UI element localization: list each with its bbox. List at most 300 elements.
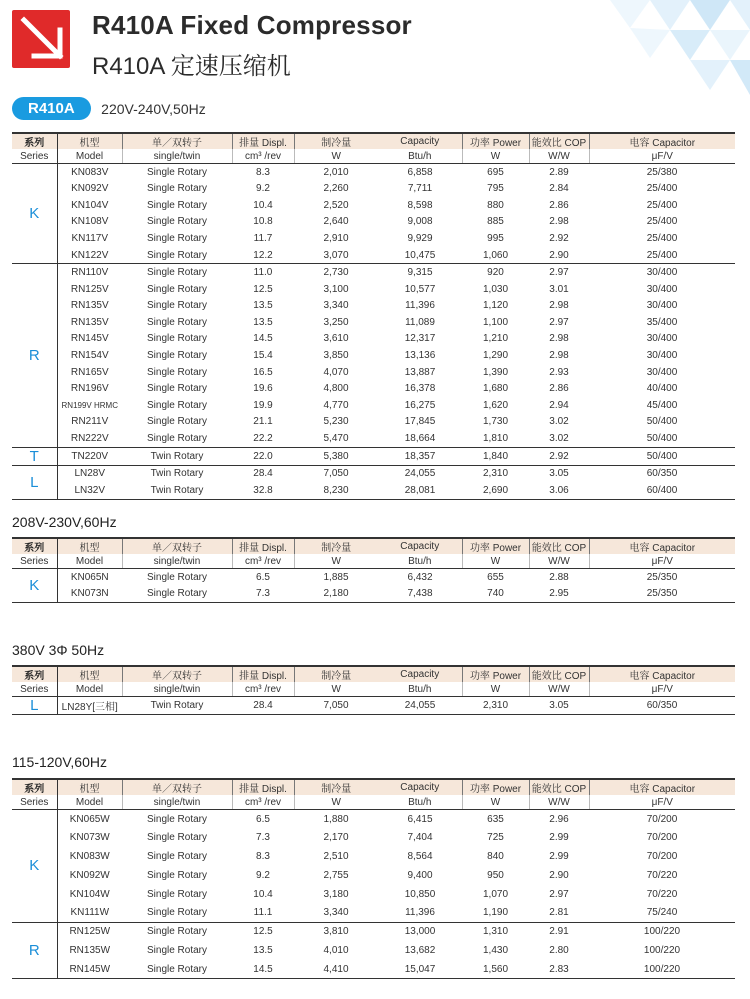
capacitor-unit-cell: μF/V [589,554,735,569]
capacity-btu-cell: 13,000 [404,926,436,938]
table-row [12,247,735,264]
cop-cell: 2.99 [549,832,569,844]
type-cell: Single Rotary [122,586,232,603]
series-label: K [12,164,57,264]
power-cell: 840 [487,850,504,862]
displacement-unit-cell: cm³ /rev [232,554,294,569]
model-cell: LN32V [57,482,122,499]
capacity-btu-cell: 6,858 [407,166,433,178]
cop-cell: 2.93 [549,366,569,378]
displacement-cell: 10.8 [253,216,273,228]
cop-cell: 2.94 [549,399,569,411]
capacitor-cell: 60/350 [589,697,735,715]
capacitor-header-cell: 电容 Capacitor [589,133,735,149]
table-row [12,214,735,231]
cop-cell: 3.02 [549,416,569,428]
cop-cell: 2.88 [549,571,569,583]
table-row [12,847,735,866]
decorative-triangles-graphic [490,0,750,110]
displacement-cell: 21.1 [253,416,273,428]
displacement-cell: 12.5 [253,926,273,938]
cooling-w-cell: 5,380 [294,447,378,465]
cop-cell: 2.97 [549,316,569,328]
capacity-btu-cell: 8,598 [407,199,433,211]
cop-header-cell: 能效比 COP [529,133,589,149]
type-subheader-cell: single/twin [122,149,232,164]
type-header-cell: 单／双转子 [122,779,232,795]
displacement-unit-cell: cm³ /rev [232,149,294,164]
capacity-header-cell: Capacity [378,538,462,554]
type-subheader-cell: single/twin [122,795,232,810]
model-cell: LN28Y[三相] [57,697,122,715]
table-subheader-row [12,149,735,164]
model-cell: RN145V [70,333,109,345]
cop-cell: 2.83 [529,960,589,979]
displacement-header-cell: 排量 Displ. [232,666,294,682]
model-cell: KN108V [71,216,109,228]
table-row [12,447,735,465]
cooling-w-cell: 2,170 [323,832,349,844]
capacity-btu-cell: 10,850 [404,888,436,900]
capacity-btu-cell: 7,438 [378,586,462,603]
capacitor-cell: 25/350 [646,571,678,583]
power-cell: 1,730 [482,416,509,428]
cop-cell: 3.05 [549,468,569,480]
series-label: K [12,810,57,923]
spec-table [12,537,735,603]
cooling-w-cell: 3,610 [323,333,349,345]
cop-cell: 2.90 [549,869,569,881]
displacement-cell: 13.5 [253,300,273,312]
table-row [12,314,735,331]
series-label: R [12,264,57,447]
cop-cell: 3.05 [529,697,589,715]
model-cell: KN092W [69,869,110,881]
cooling-w-cell: 4,070 [323,366,349,378]
capacitor-cell: 70/200 [646,813,678,825]
model-cell: RN211V [71,416,109,428]
type-cell: Single Rotary [122,430,232,447]
capacity-btu-cell: 18,664 [378,430,462,447]
cooling-w-cell: 2,910 [323,233,349,245]
power-cell: 1,840 [462,447,529,465]
model-cell: LN28V [74,468,106,480]
model-subheader-cell: Model [57,795,122,810]
section-title: 208V-230V,60Hz [12,514,117,530]
page-title: R410A Fixed Compressor [92,10,412,40]
power-cell: 885 [487,216,504,228]
power-cell: 2,690 [462,482,529,499]
cop-cell: 2.81 [529,903,589,922]
model-cell: KN065N [70,571,109,583]
type-header-cell: 单／双转子 [122,666,232,682]
capacity-btu-cell: 13,887 [404,366,436,378]
cooling-unit-w-cell: W [294,795,378,810]
cop-cell: 2.92 [529,447,589,465]
spec-table [12,132,735,500]
cooling-header-cell: 制冷量 [294,133,378,149]
power-cell: 740 [462,586,529,603]
type-cell: Twin Rotary [122,447,232,465]
capacitor-header-cell: 电容 Capacitor [589,538,735,554]
cop-unit-cell: W/W [529,795,589,810]
type-cell: Single Rotary [146,944,208,956]
table-subheader-row [12,554,735,569]
cooling-w-cell: 8,230 [294,482,378,499]
type-cell: Single Rotary [146,571,208,583]
capacitor-cell: 75/240 [589,903,735,922]
model-cell: RN135V [70,316,109,328]
capacity-btu-cell: 7,404 [407,832,433,844]
series-label: L [12,465,57,499]
cooling-w-cell: 2,510 [323,850,349,862]
displacement-cell: 7.3 [232,586,294,603]
capacity-header-cell: Capacity [378,779,462,795]
power-cell: 1,680 [482,383,509,395]
power-cell: 1,030 [482,283,509,295]
table-row [12,281,735,298]
type-cell: Single Rotary [146,926,208,938]
power-cell: 1,210 [482,333,509,345]
table-row [12,347,735,364]
type-cell: Single Rotary [146,416,208,428]
table-row [12,331,735,348]
cop-cell: 3.02 [529,430,589,447]
type-header-cell: 单／双转子 [122,133,232,149]
capacity-btu-cell: 9,929 [407,233,433,245]
cooling-w-cell: 2,640 [323,216,349,228]
cop-cell: 2.98 [549,300,569,312]
type-cell: Twin Rotary [122,697,232,715]
displacement-cell: 28.4 [232,697,294,715]
table-header-row [12,133,735,149]
capacitor-unit-cell: μF/V [589,149,735,164]
cooling-w-cell: 4,410 [294,960,378,979]
type-subheader-cell: single/twin [122,554,232,569]
section-title: 380V 3Φ 50Hz [12,642,105,658]
power-cell: 1,100 [482,316,509,328]
power-header-cell: 功率 Power [462,666,529,682]
cop-cell: 2.97 [549,267,569,279]
model-cell: RN199V HRMC [61,400,118,410]
power-cell: 655 [487,571,504,583]
capacity-unit-btu-cell: Btu/h [378,795,462,810]
cooling-unit-w-cell: W [294,149,378,164]
cooling-w-cell: 1,880 [323,813,349,825]
type-cell: Twin Rotary [122,482,232,499]
displacement-cell: 19.9 [253,399,273,411]
model-cell: RN165V [70,366,109,378]
displacement-cell: 11.1 [232,903,294,922]
displacement-unit-cell: cm³ /rev [232,795,294,810]
cooling-w-cell: 3,250 [323,316,349,328]
table-row [12,414,735,431]
type-header-cell: 单／双转子 [122,538,232,554]
table-row [12,230,735,247]
table-row [12,810,735,829]
power-unit-cell: W [462,149,529,164]
table-row [12,397,735,414]
power-cell: 695 [487,166,504,178]
table-subheader-row [12,795,735,810]
power-cell: 1,070 [482,888,509,900]
displacement-unit-cell: cm³ /rev [232,682,294,697]
type-cell: Single Rotary [122,247,232,264]
refrigerant-row [12,97,206,121]
table-row [12,164,735,181]
capacitor-cell: 100/220 [643,944,681,956]
cop-cell: 2.96 [549,813,569,825]
power-cell: 1,810 [462,430,529,447]
displacement-cell: 16.5 [253,366,273,378]
cooling-w-cell: 2,520 [323,199,349,211]
type-cell: Single Rotary [146,267,208,279]
displacement-cell: 12.5 [253,283,273,295]
cooling-w-cell: 2,010 [323,166,349,178]
capacity-header-cell: Capacity [378,666,462,682]
power-cell: 1,190 [462,903,529,922]
table-subheader-row [12,682,735,697]
cop-cell: 2.89 [549,166,569,178]
power-cell: 795 [487,183,504,195]
capacitor-cell: 50/400 [589,447,735,465]
capacity-btu-cell: 13,136 [404,350,436,362]
capacitor-cell: 25/400 [646,199,678,211]
cooling-w-cell: 3,180 [323,888,349,900]
capacitor-cell: 70/220 [646,869,678,881]
power-cell: 995 [487,233,504,245]
type-cell: Twin Rotary [150,468,204,480]
table-header-row [12,666,735,682]
series-subheader-cell: Series [12,149,57,164]
capacitor-cell: 100/220 [643,926,681,938]
cooling-unit-w-cell: W [294,682,378,697]
model-cell: RN125V [70,283,109,295]
type-cell: Single Rotary [146,316,208,328]
model-cell: KN117V [71,233,108,245]
capacity-btu-cell: 11,089 [405,316,435,328]
displacement-cell: 10.4 [253,199,273,211]
power-cell: 725 [487,832,504,844]
series-label: T [12,447,57,465]
type-cell: Single Rotary [122,903,232,922]
refrigerant-badge: R410A [12,97,91,120]
table-row [12,697,735,715]
model-cell: KN073W [69,832,110,844]
displacement-header-cell: 排量 Displ. [232,133,294,149]
capacity-unit-btu-cell: Btu/h [378,554,462,569]
cop-cell: 2.98 [549,216,569,228]
cop-header-cell: 能效比 COP [529,538,589,554]
table-row [12,465,735,482]
model-subheader-cell: Model [57,682,122,697]
table-row [12,264,735,281]
displacement-cell: 19.6 [253,383,273,395]
capacitor-cell: 30/400 [646,283,678,295]
table-row [12,569,735,586]
capacity-unit-btu-cell: Btu/h [378,149,462,164]
model-cell: KN122V [57,247,122,264]
cop-cell: 2.84 [549,183,569,195]
model-cell: RN110V [71,267,109,279]
table-row [12,430,735,447]
capacitor-cell: 60/400 [589,482,735,499]
arrow-down-right-icon [12,10,70,68]
capacity-btu-cell: 8,564 [407,850,433,862]
capacitor-cell: 30/400 [646,350,678,362]
displacement-cell: 22.2 [232,430,294,447]
type-cell: Single Rotary [146,888,208,900]
model-header-cell: 机型 [57,133,122,149]
cop-cell: 2.92 [549,233,569,245]
capacitor-header-cell: 电容 Capacitor [589,666,735,682]
cop-cell: 2.80 [549,944,569,956]
power-cell: 1,290 [482,350,509,362]
cooling-w-cell: 2,755 [323,869,349,881]
table-row [12,828,735,847]
model-cell: RN222V [57,430,122,447]
displacement-cell: 11.0 [253,267,273,279]
table-row [12,364,735,381]
cop-cell: 2.90 [529,247,589,264]
cooling-header-cell: 制冷量 [294,666,378,682]
type-subheader-cell: single/twin [122,682,232,697]
series-header-cell: 系列 [12,133,57,149]
cop-cell: 2.97 [549,888,569,900]
series-label: R [12,922,57,978]
model-cell: RN145W [57,960,122,979]
capacitor-cell: 30/400 [646,267,678,279]
capacity-btu-cell: 13,682 [404,944,436,956]
displacement-cell: 14.5 [253,333,273,345]
model-cell: KN092V [71,183,109,195]
power-cell: 1,060 [462,247,529,264]
power-cell: 1,120 [482,300,509,312]
brand-logo [12,10,70,68]
capacitor-unit-cell: μF/V [589,795,735,810]
model-cell: KN111W [57,903,122,922]
type-cell: Single Rotary [146,399,208,411]
cop-header-cell: 能效比 COP [529,779,589,795]
power-cell: 950 [487,869,504,881]
displacement-header-cell: 排量 Displ. [232,779,294,795]
cop-cell: 2.86 [549,199,569,211]
displacement-cell: 6.5 [256,571,270,583]
power-cell: 1,390 [482,366,509,378]
capacitor-cell: 25/400 [589,247,735,264]
capacitor-cell: 50/400 [589,430,735,447]
table-row [12,922,735,941]
power-unit-cell: W [462,795,529,810]
displacement-cell: 13.5 [253,944,273,956]
capacitor-cell: 30/400 [646,366,678,378]
table-row [12,586,735,603]
capacitor-cell: 60/350 [646,468,678,480]
capacity-btu-cell: 10,475 [378,247,462,264]
model-cell: KN083W [69,850,110,862]
capacity-header-cell: Capacity [378,133,462,149]
cop-cell: 3.06 [529,482,589,499]
power-cell: 2,310 [462,697,529,715]
displacement-cell: 32.8 [232,482,294,499]
series-label: L [12,697,57,715]
table-header-row [12,538,735,554]
cooling-w-cell: 3,810 [323,926,349,938]
power-cell: 1,620 [482,399,509,411]
cooling-w-cell: 4,010 [323,944,349,956]
capacitor-cell: 40/400 [646,383,678,395]
capacitor-cell: 30/400 [646,333,678,345]
model-subheader-cell: Model [57,554,122,569]
cop-cell: 2.95 [529,586,589,603]
power-cell: 1,310 [482,926,509,938]
table-header-row [12,779,735,795]
capacitor-cell: 30/400 [646,300,678,312]
capacitor-cell: 50/400 [646,416,678,428]
capacity-btu-cell: 28,081 [378,482,462,499]
series-header-cell: 系列 [12,779,57,795]
model-cell: TN220V [57,447,122,465]
cooling-w-cell: 5,470 [294,430,378,447]
cooling-header-cell: 制冷量 [294,779,378,795]
displacement-cell: 11.7 [253,233,273,245]
power-cell: 920 [487,267,504,279]
capacity-btu-cell: 11,396 [405,300,435,312]
model-cell: KN065W [69,813,110,825]
type-cell: Single Rotary [122,960,232,979]
displacement-cell: 10.4 [253,888,273,900]
cooling-w-cell: 3,340 [294,903,378,922]
model-header-cell: 机型 [57,538,122,554]
cooling-w-cell: 3,850 [323,350,349,362]
capacitor-cell: 45/400 [646,399,678,411]
table-row [12,960,735,979]
displacement-cell: 9.2 [256,183,270,195]
cooling-w-cell: 3,340 [323,300,349,312]
capacity-btu-cell: 11,396 [378,903,462,922]
cop-unit-cell: W/W [529,682,589,697]
capacitor-cell: 35/400 [646,316,678,328]
displacement-cell: 28.4 [253,468,273,480]
section-title: 115-120V,60Hz [12,754,107,770]
capacitor-cell: 25/350 [589,586,735,603]
type-cell: Single Rotary [146,333,208,345]
cop-cell: 2.99 [549,850,569,862]
cooling-w-cell: 7,050 [323,468,349,480]
model-cell: RN135V [70,300,109,312]
model-cell: KN104V [71,199,109,211]
displacement-cell: 9.2 [256,869,270,881]
power-header-cell: 功率 Power [462,133,529,149]
capacity-btu-cell: 15,047 [378,960,462,979]
power-cell: 1,560 [462,960,529,979]
capacity-btu-cell: 6,415 [407,813,433,825]
capacitor-cell: 25/400 [646,183,678,195]
type-cell: Single Rotary [146,233,208,245]
type-cell: Single Rotary [146,216,208,228]
model-cell: RN125W [69,926,111,938]
cooling-w-cell: 2,180 [294,586,378,603]
table-row [12,941,735,960]
cooling-w-cell: 4,770 [323,399,349,411]
series-label: K [12,569,57,603]
power-unit-cell: W [462,554,529,569]
table-row [12,903,735,922]
capacity-btu-cell: 16,275 [404,399,436,411]
capacity-btu-cell: 18,357 [378,447,462,465]
displacement-cell: 15.4 [253,350,273,362]
model-cell: KN104W [69,888,110,900]
